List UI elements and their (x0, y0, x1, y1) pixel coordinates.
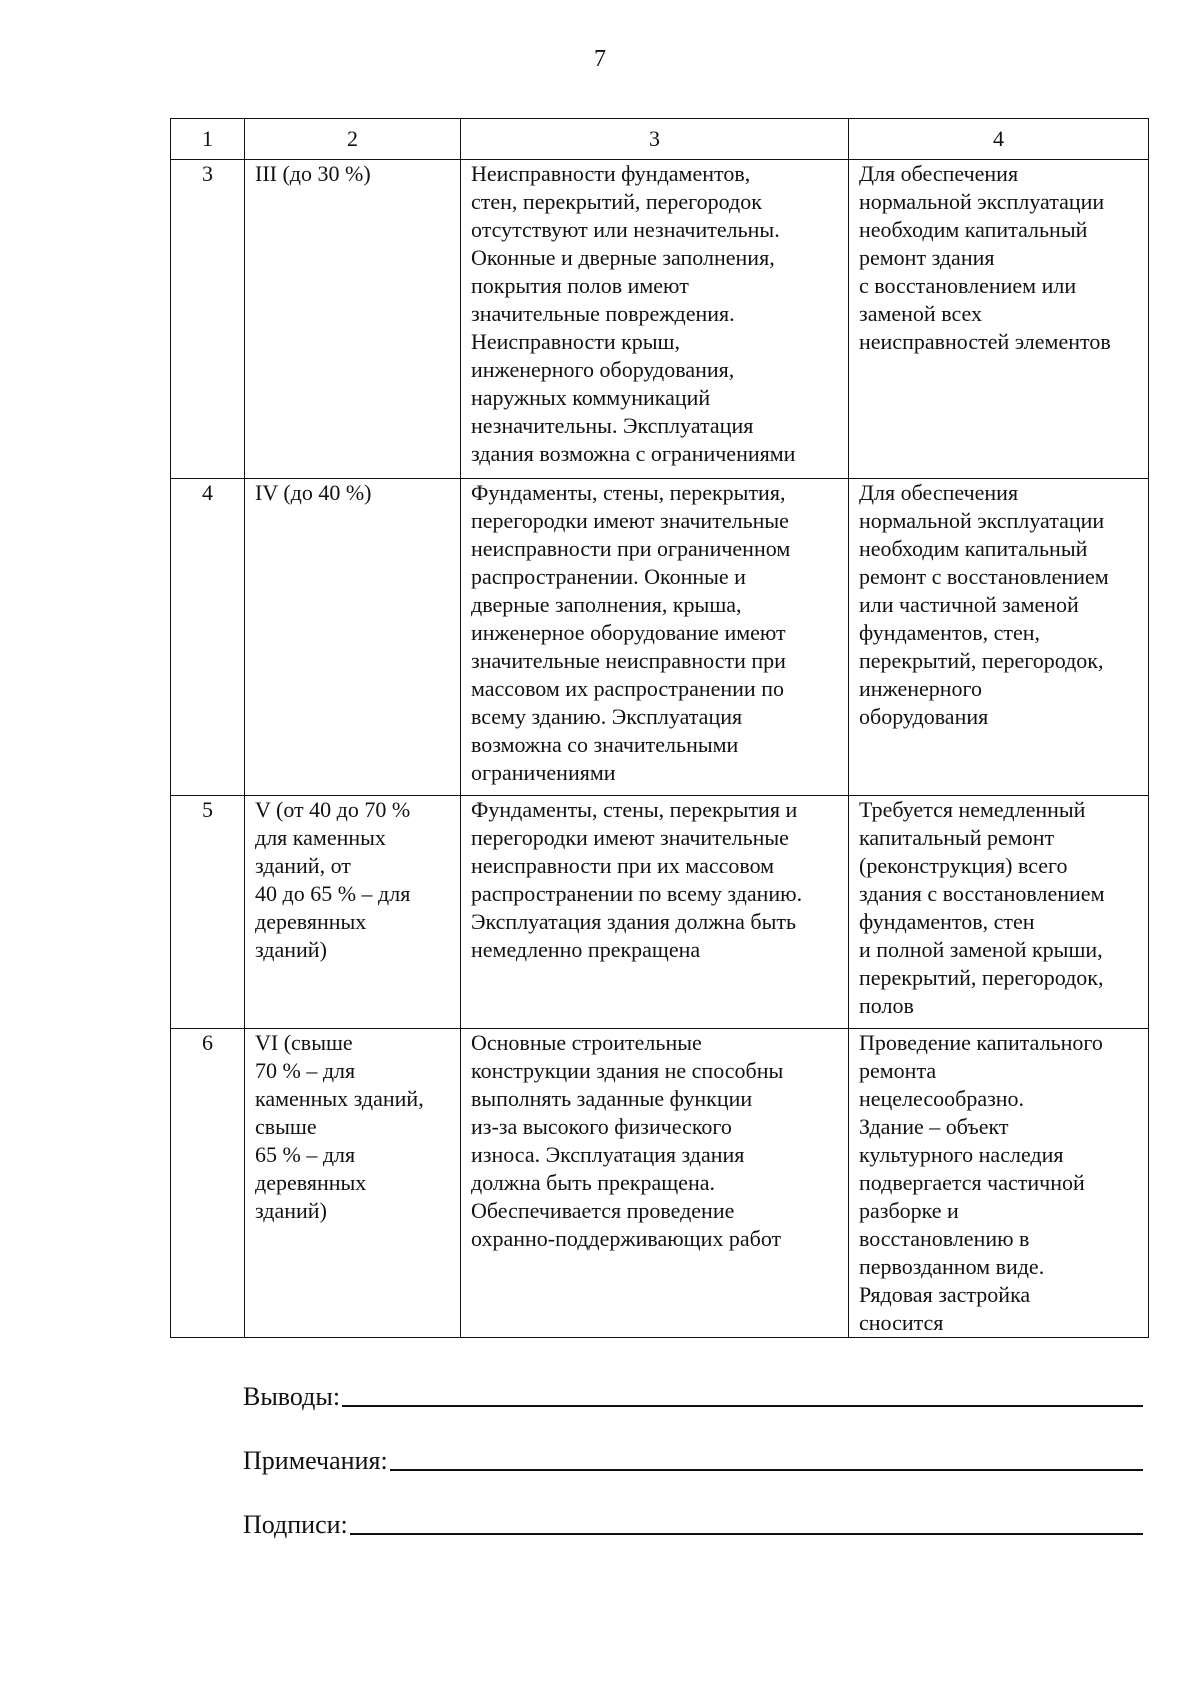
signatures-label: Подписи: (243, 1510, 348, 1539)
wear-category (245, 1029, 461, 1338)
required-action (849, 1029, 1149, 1338)
cell-text-line: массовом их распространении по (471, 676, 784, 701)
conclusions-label: Выводы: (243, 1382, 341, 1411)
cell-text-line: возможна со значительными (471, 732, 739, 757)
cell-text-line: Основные строительные (471, 1030, 702, 1055)
table-header-row (171, 119, 1149, 160)
cell-text-line: 40 до 65 % – для (255, 881, 411, 906)
conclusions-blank-line[interactable] (342, 1405, 1143, 1407)
cell-text-line: немедленно прекращена (471, 937, 701, 962)
cell-text-line: ремонт здания (859, 245, 995, 270)
cell-text-line: деревянных (255, 909, 367, 934)
cell-text-line: инженерного оборудования, (471, 357, 735, 382)
cell-text-line: значительные повреждения. (471, 301, 735, 326)
cell-text-line: Рядовая застройка (859, 1282, 1031, 1307)
cell-text-line: незначительны. Эксплуатация (471, 413, 754, 438)
cell-text-line: нецелесообразно. (859, 1086, 1025, 1111)
condition-description (461, 479, 849, 796)
required-action (849, 479, 1149, 796)
cell-text-line: необходим капитальный (859, 536, 1088, 561)
cell-text-line: каменных зданий, (255, 1086, 424, 1111)
condition-description (461, 796, 849, 1029)
cell-text-line: дверные заполнения, крыша, (471, 592, 742, 617)
cell-text-line: неисправностей элементов (859, 329, 1111, 354)
column-header-4: 4 (849, 119, 1149, 160)
cell-text-line: неисправности при ограниченном (471, 536, 791, 561)
cell-text-line: распространении по всему зданию. (471, 881, 803, 906)
cell-text-line: здания возможна с ограничениями (471, 441, 796, 466)
wear-category-table (170, 118, 1149, 1338)
cell-text-line: V (от 40 до 70 % (255, 797, 411, 822)
column-header-3: 3 (461, 119, 849, 160)
cell-text-line: Для обеспечения (859, 480, 1019, 505)
table-row (171, 1029, 1149, 1338)
signatures-blank-line[interactable] (350, 1533, 1143, 1535)
required-action (849, 796, 1149, 1029)
table-row (171, 796, 1149, 1029)
cell-text-line: нормальной эксплуатации (859, 189, 1105, 214)
cell-text-line: капитальный ремонт (859, 825, 1055, 850)
cell-text-line: заменой всех (859, 301, 982, 326)
table-row (171, 479, 1149, 796)
required-action (849, 160, 1149, 479)
cell-text-line: из-за высокого физического (471, 1114, 732, 1139)
cell-text-line: Оконные и дверные заполнения, (471, 245, 775, 270)
cell-text-line: конструкции здания не способны (471, 1058, 784, 1083)
wear-category (245, 160, 461, 479)
cell-text-line: Проведение капитального (859, 1030, 1103, 1055)
cell-text-line: Эксплуатация здания должна быть (471, 909, 797, 934)
cell-text-line: разборке и (859, 1198, 959, 1223)
cell-text-line: перекрытий, перегородок, (859, 965, 1104, 990)
cell-text-line: Неисправности фундаментов, (471, 161, 751, 186)
cell-text-line: оборудования (859, 704, 989, 729)
cell-text-line: ограничениями (471, 760, 616, 785)
cell-text-line: охранно-поддерживающих работ (471, 1226, 782, 1251)
cell-text-line: зданий, от (255, 853, 351, 878)
cell-text-line: Фундаменты, стены, перекрытия и (471, 797, 798, 822)
cell-text-line: культурного наследия (859, 1142, 1064, 1167)
cell-text-line: должна быть прекращена. (471, 1170, 715, 1195)
cell-text-line: выполнять заданные функции (471, 1086, 753, 1111)
cell-text-line: здания с восстановлением (859, 881, 1105, 906)
cell-text-line: первозданном виде. (859, 1254, 1045, 1279)
column-header-2: 2 (245, 119, 461, 160)
cell-text-line: всему зданию. Эксплуатация (471, 704, 743, 729)
cell-text-line: Фундаменты, стены, перекрытия, (471, 480, 786, 505)
cell-text-line: для каменных (255, 825, 386, 850)
cell-text-line: перегородки имеют значительные (471, 825, 789, 850)
cell-text-line: фундаментов, стен (859, 909, 1035, 934)
cell-text-line: необходим капитальный (859, 217, 1088, 242)
cell-text-line: нормальной эксплуатации (859, 508, 1105, 533)
cell-text-line: инженерного (859, 676, 983, 701)
row-number: 5 (171, 796, 245, 1029)
table-row (171, 160, 1149, 479)
cell-text-line: (реконструкция) всего (859, 853, 1068, 878)
condition-description (461, 1029, 849, 1338)
cell-text-line: фундаментов, стен, (859, 620, 1041, 645)
row-number: 3 (171, 160, 245, 479)
cell-text-line: неисправности при их массовом (471, 853, 775, 878)
signatures-field[interactable] (243, 1500, 1143, 1540)
cell-text-line: или частичной заменой (859, 592, 1079, 617)
notes-label: Примечания: (243, 1446, 388, 1475)
cell-text-line: наружных коммуникаций (471, 385, 711, 410)
cell-text-line: распространении. Оконные и (471, 564, 746, 589)
page-number: 7 (594, 46, 606, 72)
cell-text-line: ремонт с восстановлением (859, 564, 1109, 589)
cell-text-line: полов (859, 993, 914, 1018)
cell-text-line: Обеспечивается проведение (471, 1198, 735, 1223)
cell-text-line: инженерное оборудование имеют (471, 620, 786, 645)
cell-text-line: подвергается частичной (859, 1170, 1085, 1195)
cell-text-line: перекрытий, перегородок, (859, 648, 1104, 673)
cell-text-line: Требуется немедленный (859, 797, 1086, 822)
cell-text-line: III (до 30 %) (255, 161, 371, 186)
cell-text-line: Для обеспечения (859, 161, 1019, 186)
cell-text-line: зданий) (255, 1198, 327, 1223)
cell-text-line: Здание – объект (859, 1114, 1009, 1139)
cell-text-line: значительные неисправности при (471, 648, 786, 673)
cell-text-line: ремонта (859, 1058, 937, 1083)
wear-category (245, 796, 461, 1029)
cell-text-line: Неисправности крыш, (471, 329, 680, 354)
cell-text-line: перегородки имеют значительные (471, 508, 789, 533)
cell-text-line: с восстановлением или (859, 273, 1077, 298)
cell-text-line: износа. Эксплуатация здания (471, 1142, 745, 1167)
cell-text-line: 65 % – для (255, 1142, 356, 1167)
cell-text-line: покрытия полов имеют (471, 273, 689, 298)
row-number: 6 (171, 1029, 245, 1338)
notes-blank-line[interactable] (390, 1469, 1143, 1471)
wear-category (245, 479, 461, 796)
conclusions-field[interactable] (243, 1372, 1143, 1412)
cell-text-line: отсутствуют или незначительны. (471, 217, 780, 242)
cell-text-line: VI (свыше (255, 1030, 353, 1055)
condition-description (461, 160, 849, 479)
notes-field[interactable] (243, 1436, 1143, 1476)
cell-text-line: IV (до 40 %) (255, 480, 372, 505)
cell-text-line: свыше (255, 1114, 317, 1139)
cell-text-line: восстановлению в (859, 1226, 1030, 1251)
cell-text-line: 70 % – для (255, 1058, 356, 1083)
cell-text-line: деревянных (255, 1170, 367, 1195)
cell-text-line: стен, перекрытий, перегородок (471, 189, 762, 214)
cell-text-line: сносится (859, 1310, 944, 1335)
column-header-1: 1 (171, 119, 245, 160)
cell-text-line: зданий) (255, 937, 327, 962)
cell-text-line: и полной заменой крыши, (859, 937, 1103, 962)
row-number: 4 (171, 479, 245, 796)
